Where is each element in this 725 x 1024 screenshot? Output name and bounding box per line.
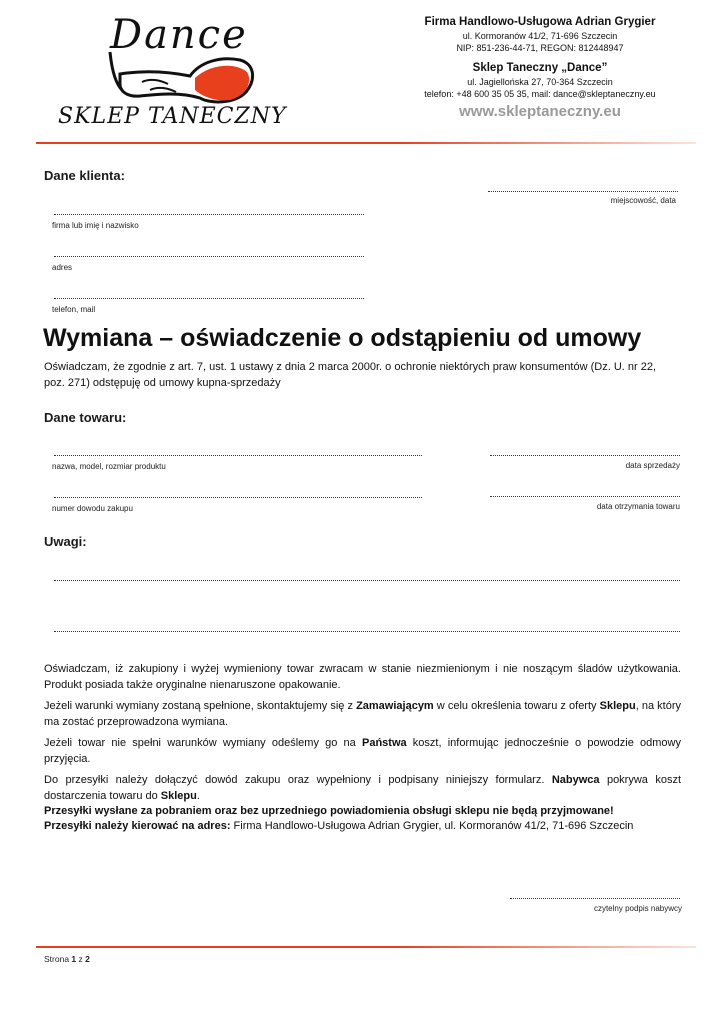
- client-name-line[interactable]: [54, 214, 364, 215]
- text-span: w celu określenia towaru z oferty: [433, 700, 600, 712]
- text-span: Przesyłki należy kierować na adres:: [44, 820, 231, 832]
- remarks-line-1[interactable]: [54, 580, 680, 581]
- footer-divider: [36, 946, 696, 948]
- website-link[interactable]: www.skleptaneczny.eu: [459, 103, 621, 120]
- text-span: 2: [85, 954, 90, 964]
- text-span: Jeżeli warunki wymiany zostaną spełnione, skontaktujemy się z: [44, 700, 357, 712]
- company-info: [390, 16, 690, 120]
- company-name: Firma Handlowo-Usługowa Adrian Grygier: [424, 16, 656, 28]
- logo-subtitle: SKLEP TANECZNY: [58, 104, 287, 129]
- paragraph-refusal: [44, 735, 681, 767]
- receipt-label: numer dowodu zakupu: [52, 504, 133, 513]
- receipt-line[interactable]: [54, 497, 422, 498]
- product-name-label: nazwa, model, rozmiar produktu: [52, 462, 166, 471]
- sale-date-label: data sprzedaży: [625, 461, 680, 470]
- client-name-label: firma lub imię i nazwisko: [52, 221, 139, 230]
- page-title: Wymiana – oświadczenie o odstąpieniu od umowy: [43, 324, 642, 352]
- shipping-address: [44, 818, 704, 834]
- shop-contact: telefon: +48 600 35 05 35, mail: dance@skleptaneczny.eu: [424, 89, 656, 99]
- text-span: Sklepu: [160, 790, 197, 802]
- text-span: Nabywca: [551, 774, 600, 786]
- intro-text: Oświadczam, że zgodnie z art. 7, ust. 1 ustawy z dnia 2 marca 2000r. o ochronie niektórych praw konsumentów (Dz. U. nr 22, poz. 271) odstępuję od umowy kupna-sprzedaży: [44, 361, 657, 389]
- text-span: koszt, informując jednocześnie o powodzie odmowy przyjęcia.: [44, 737, 681, 765]
- text-span: Firma Handlowo-Usługowa Adrian Grygier, ul. Kormoranów 41/2, 71-696 Szczecin: [230, 820, 634, 832]
- signature-label: czytelny podpis nabywcy: [593, 904, 682, 913]
- warning-text: Przesyłki wysłane za pobraniem oraz bez uprzedniego powiadomienia obsługi sklepu nie będą przyjmowane!: [44, 805, 614, 817]
- company-ids: NIP: 851-236-44-71, REGON: 812448947: [456, 43, 624, 53]
- text-span: 1: [71, 954, 77, 964]
- text-span: .: [196, 790, 200, 802]
- text-span: Jeżeli towar nie spełni warunków wymiany odeślemy go na: [44, 737, 362, 749]
- place-date-line[interactable]: [488, 191, 678, 192]
- logo-word: Dance: [110, 12, 248, 58]
- remarks-line-2[interactable]: [54, 631, 680, 632]
- client-address-line[interactable]: [54, 256, 364, 257]
- text-span: , na który ma zostać przeprowadzona wymiana.: [44, 700, 682, 728]
- text-span: pokrywa koszt dostarczenia towaru do: [44, 774, 681, 802]
- text-span: Sklepu: [599, 700, 636, 712]
- sale-date-line[interactable]: [490, 455, 680, 456]
- product-name-line[interactable]: [54, 455, 422, 456]
- company-address: ul. Kormoranów 41/2, 71-696 Szczecin: [462, 31, 618, 41]
- text-span: z: [76, 954, 86, 964]
- client-phone-label: telefon, mail: [52, 305, 96, 314]
- client-heading: Dane klienta:: [44, 168, 125, 183]
- paragraph-condition: Oświadczam, iż zakupiony i wyżej wymieniony towar zwracam w stanie niezmienionym i nie noszącym śladów użytkowania. Produkt posiada także oryginalne nienaruszone opakowanie.: [44, 663, 681, 691]
- paragraph-shipping: [44, 772, 681, 804]
- text-span: Państwa: [361, 737, 407, 749]
- received-date-label: data otrzymania towaru: [596, 502, 680, 511]
- text-span: Do przesyłki należy dołączyć dowód zakupu oraz wypełniony i podpisany niniejszy formularz.: [44, 774, 552, 786]
- paragraph-exchange: [44, 698, 681, 730]
- shop-name: Sklep Taneczny „Dance”: [472, 62, 608, 74]
- client-address-label: adres: [52, 263, 73, 272]
- text-span: Strona: [44, 954, 72, 964]
- signature-line[interactable]: [510, 898, 680, 899]
- place-date-label: miejscowość, data: [610, 196, 676, 205]
- logo: [50, 12, 290, 137]
- shop-address: ul. Jagiellońska 27, 70-364 Szczecin: [467, 77, 613, 87]
- client-phone-line[interactable]: [54, 298, 364, 299]
- page-number: [44, 954, 90, 964]
- remarks-heading: Uwagi:: [44, 534, 87, 549]
- header-divider: [36, 142, 696, 144]
- received-date-line[interactable]: [490, 496, 680, 497]
- product-heading: Dane towaru:: [44, 410, 127, 425]
- text-span: Zamawiającym: [356, 700, 434, 712]
